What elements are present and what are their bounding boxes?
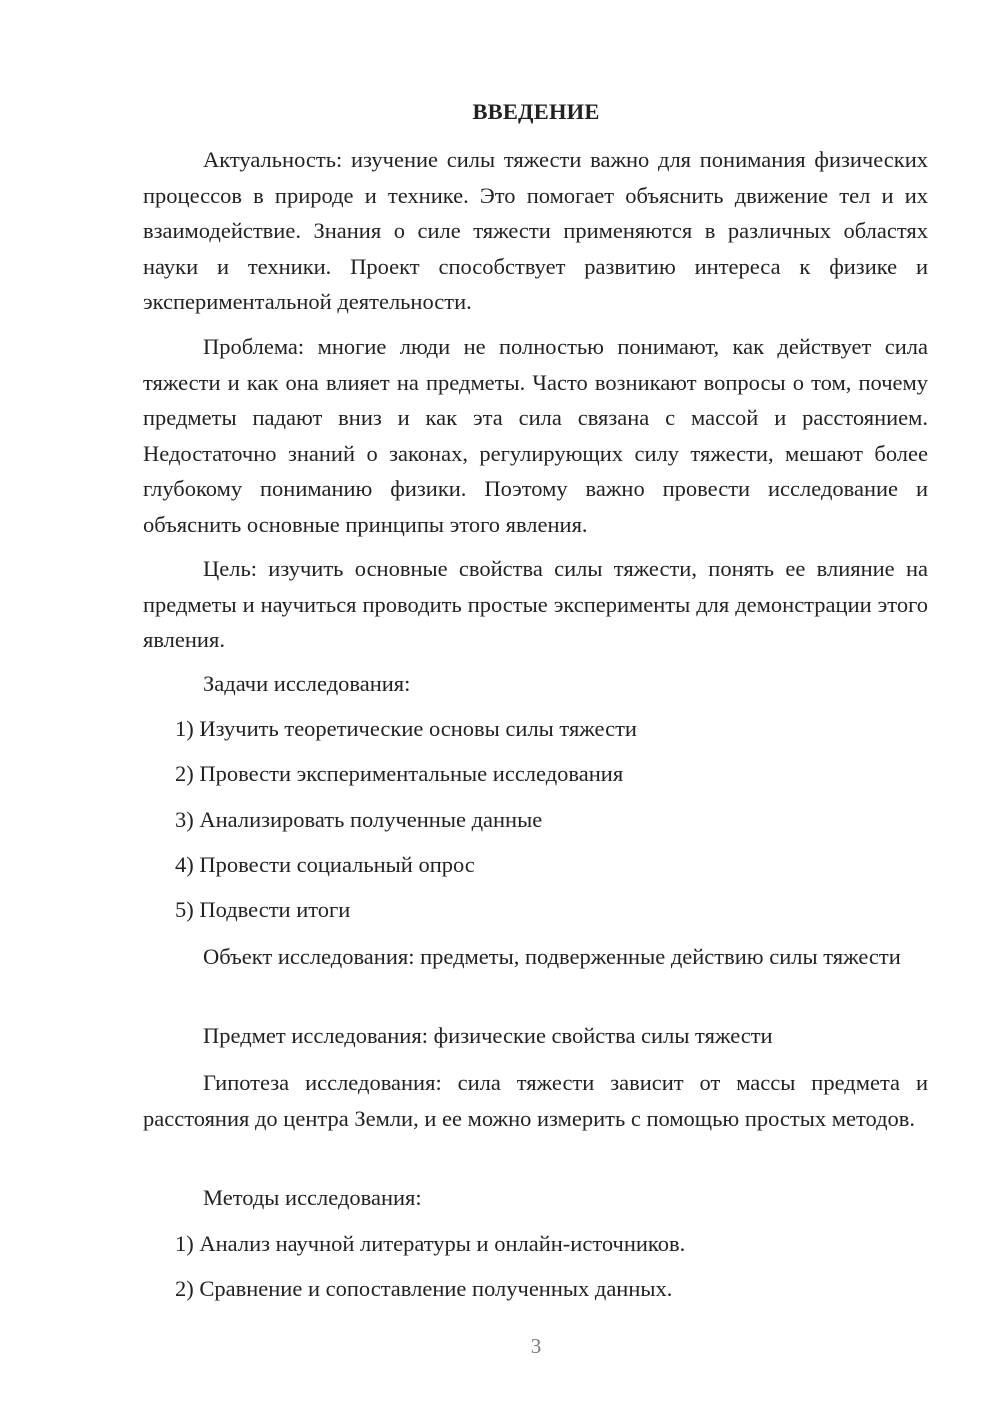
task-item-2: 2) Провести экспериментальные исследования xyxy=(175,761,624,786)
method-item-1: 1) Анализ научной литературы и онлайн-источников. xyxy=(175,1231,686,1256)
task-item-5: 5) Подвести итоги xyxy=(175,897,351,922)
task-item-4: 4) Провести социальный опрос xyxy=(175,852,475,877)
task-item-1: 1) Изучить теоретические основы силы тяжести xyxy=(175,716,637,741)
relevance-paragraph: Актуальность: изучение силы тяжести важно для понимания физических процессов в природе и технике. Это помогает объяснить движение тел и их взаимодействие. Знания о силе тяжести применяются в различных областях науки и техники. Проект способствует развитию интереса к физике и экспериментальной деятельности. xyxy=(143,147,928,314)
goal-paragraph: Цель: изучить основные свойства силы тяжести, понять ее влияние на предметы и научиться проводить простые эксперименты для демонстрации этого явления. xyxy=(143,556,928,652)
method-item-2: 2) Сравнение и сопоставление полученных данных. xyxy=(175,1276,673,1301)
page-number: 3 xyxy=(530,1334,542,1358)
page-title: ВВЕДЕНИЕ xyxy=(472,99,600,124)
hypothesis-paragraph: Гипотеза исследования: сила тяжести зависит от массы предмета и расстояния до центра Земли, и ее можно измерить с помощью простых методов. xyxy=(143,1070,928,1131)
object-paragraph: Объект исследования: предметы, подверженные действию силы тяжести xyxy=(203,944,901,969)
problem-paragraph: Проблема: многие люди не полностью понимают, как действует сила тяжести и как она влияет на предметы. Часто возникают вопросы о том, почему предметы падают вниз и как эта сила связана с массой и расстоянием. Недостаточно знаний о законах, регулирующих силу тяжести, мешают более глубокому пониманию физики. Поэтому важно провести исследование и объяснить основные принципы этого явления. xyxy=(143,334,928,537)
subject-line: Предмет исследования: физические свойства силы тяжести xyxy=(203,1023,773,1048)
methods-heading: Методы исследования: xyxy=(203,1185,422,1210)
tasks-heading: Задачи исследования: xyxy=(203,671,411,696)
task-item-3: 3) Анализировать полученные данные xyxy=(175,807,543,832)
